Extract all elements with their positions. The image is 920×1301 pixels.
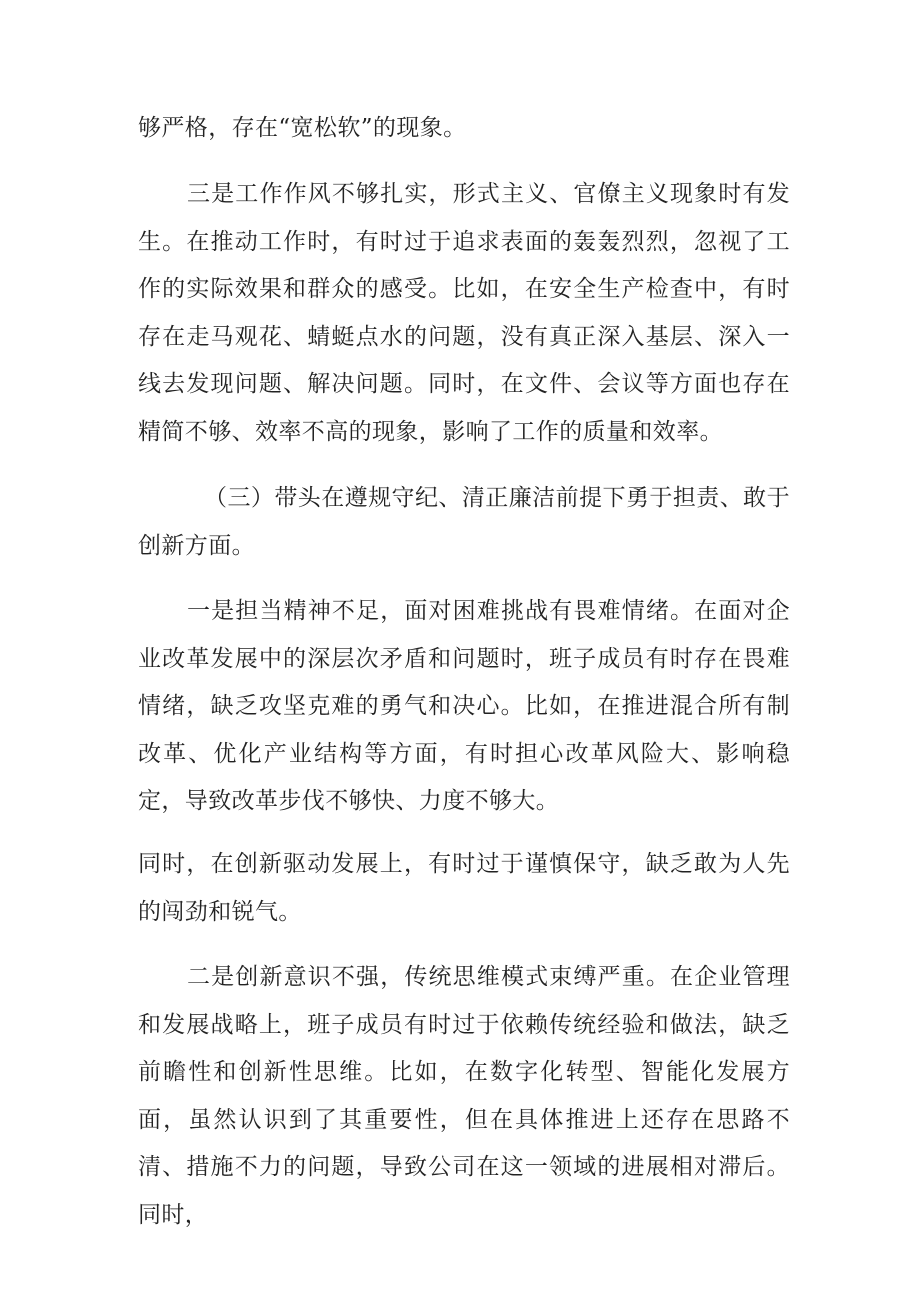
paragraph-responsibility: 一是担当精神不足，面对困难挑战有畏难情绪。在面对企业改革发展中的深层次矛盾和问题时，班子成员有时存在畏难情绪，缺乏攻坚克难的勇气和决心。比如，在推进混合所有制改革、优化产业结构等方面，有时担心改革风险大、影响稳定，导致改革步伐不够快、力度不够大。 — [138, 598, 790, 814]
paragraph-innovation-drive: 同时，在创新驱动发展上，有时过于谨慎保守，缺乏敢为人先的闯劲和锐气。 — [138, 851, 790, 925]
paragraph-innovation-awareness: 二是创新意识不强，传统思维模式束缚严重。在企业管理和发展战略上，班子成员有时过于依赖传统经验和做法，缺乏前瞻性和创新性思维。比如，在数字化转型、智能化发展方面，虽然认识到了其重要性，但在具体推进上还存在思路不清、措施不力的问题，导致公司在这一领域的进展相对滞后。同时， — [138, 964, 790, 1228]
paragraph-continuation: 够严格，存在“宽松软”的现象。 — [138, 115, 467, 141]
section-heading-3: （三）带头在遵规守纪、清正廉洁前提下勇于担责、敢于创新方面。 — [138, 485, 790, 559]
paragraph-work-style: 三是工作作风不够扎实，形式主义、官僚主义现象时有发生。在推动工作时，有时过于追求表面的轰轰烈烈，忽视了工作的实际效果和群众的感受。比如，在安全生产检查中，有时存在走马观花、蜻蜓点水的问题，没有真正深入基层、深入一线去发现问题、解决问题。同时，在文件、会议等方面也存在精简不够、效率不高的现象，影响了工作的质量和效率。 — [138, 181, 790, 445]
